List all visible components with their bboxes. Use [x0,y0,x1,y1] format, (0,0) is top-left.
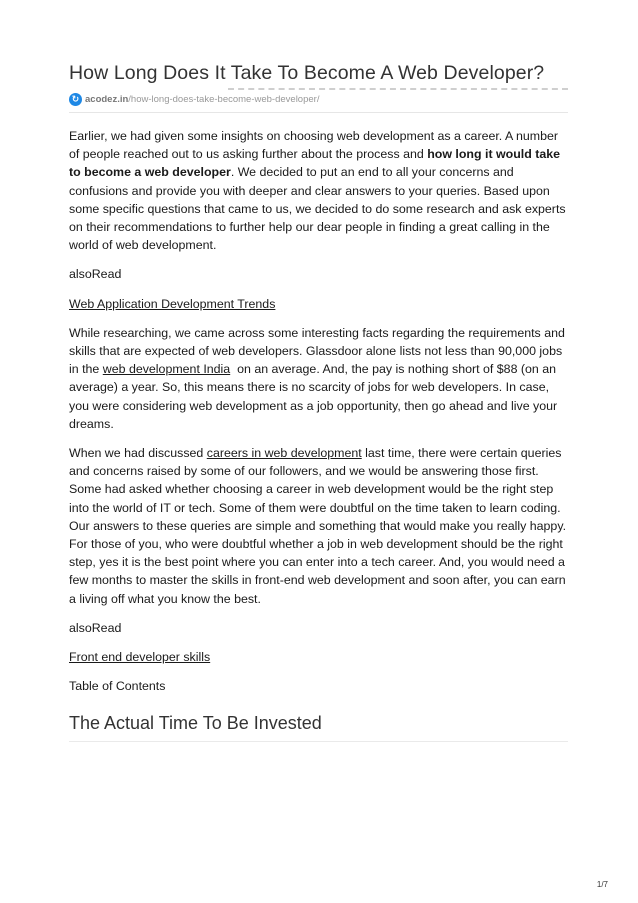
section-heading: The Actual Time To Be Invested [69,713,322,734]
title-divider [228,88,568,90]
paragraph-research [69,324,568,433]
paragraph-text: last time, there were certain queries and concerns raised by some of our followers, and we would be answering those first. Some had asked whether choosing a career in web development would be the right step into the world of IT or tech. Some of them were doubtful on the time taken to learn coding. Our answers to these queries are simple and something that would make you really happy. For those of you, who were doubtful whether a job in web development should be the right step, yes it is the best point where you can enter into a tech career. And, you would need a few months to master the skills in front-end web development and soon after, you can earn a living off what you know the best. [69,446,567,606]
section-divider [69,741,568,742]
paragraph-text: . We decided to put an end to all your concerns and confusions and provide you with deeper and clear answers to your queries. Based upon some specific questions that came to us, we decided to do some research and ask experts on their recommendations to further help our dear people in finding a great calling in the world of web development. [69,165,566,253]
paragraph-text: When we had discussed [69,446,207,461]
also-read-label: alsoRead [69,267,122,282]
link-front-end-skills[interactable]: Front end developer skills [69,650,211,665]
paragraph-text: While researching, we came across some interesting facts regarding the requirements and skills that are expected of web developers. Glassdoor alone lists not less than 90,000 jobs in the [69,325,565,377]
also-read-label: alsoRead [69,620,122,635]
page-title: How Long Does It Take To Become A Web Developer? [69,62,545,84]
link-web-app-trends[interactable]: Web Application Development Trends [69,296,276,311]
table-of-contents[interactable]: Table of Contents [69,679,166,694]
source-path[interactable]: /how-long-does-take-become-web-developer/ [128,94,320,105]
paragraph-careers [69,444,568,608]
source-domain[interactable]: acodez.in [85,94,129,105]
article-body [69,127,568,734]
source-url [69,93,319,106]
source-divider [69,112,568,113]
link-careers-web-development[interactable]: careers in web development [206,446,362,461]
bold-phrase: how long it would take to become a web developer [69,147,561,180]
paragraph-text: on an average. And, the pay is nothing short of $88 (on an average) a year. So, this means there is no scarcity of jobs for web developers. In case, you were considering web development as a job opportunity, then go ahead and live your dreams. [69,362,561,431]
paragraph-intro [69,127,568,254]
paragraph-text: Earlier, we had given some insights on choosing web development as a career. A number of people reached out to us asking further about the process and [69,129,559,162]
link-web-development-india[interactable]: web development India [102,362,231,377]
page-number: 1/7 [596,880,608,889]
acodez-logo-icon: ↻ [69,93,82,106]
